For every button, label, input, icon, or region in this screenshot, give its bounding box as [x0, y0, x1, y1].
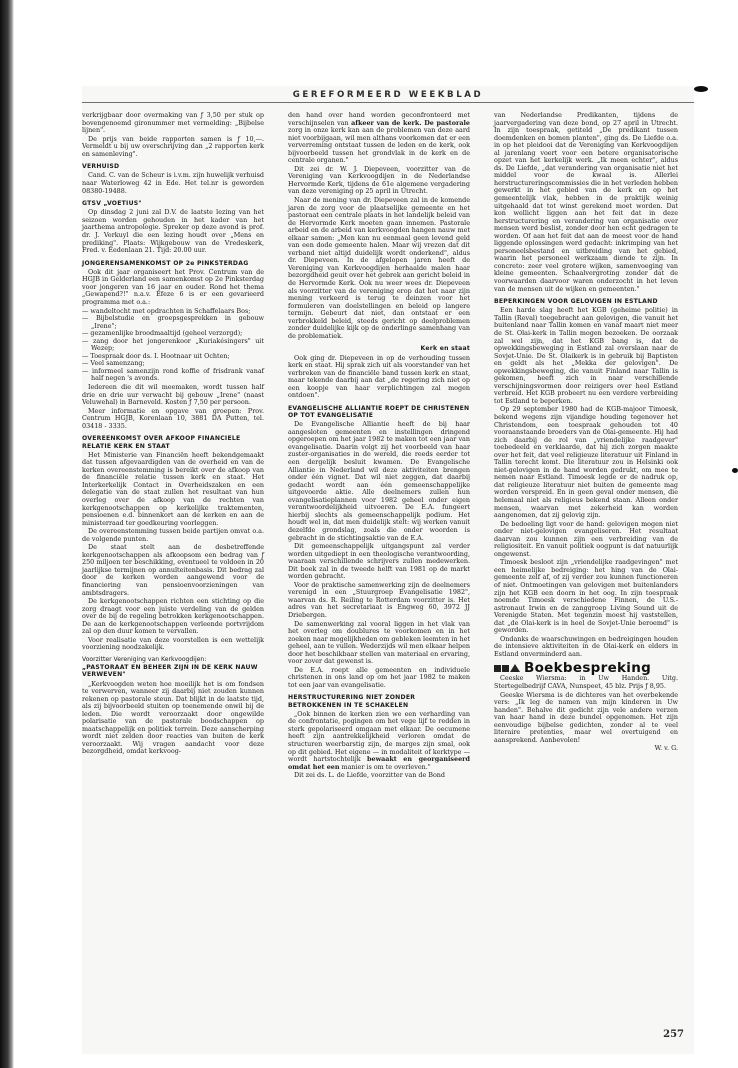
- paragraph: Timoesk besloot zijn „vriendelijke raadgevingen" met een heimelijke bedreiging: het hing van de Olai-gemeente zelf af, of zij verder zou kunnen functioneren of niet. Ontmoetingen van gelovigen met buitenlanders zijn het KGB een doorn in het oog. In zijn toespraak noemde Timoesk verschiedene Finnen, de U.S.-astronaut Irwin en de zanggroep Living Sound uit de Verenigde Staten. Met tegenzin moest hij vaststellen, dat „de Olai-kerk is in heel de Sovjet-Unie beroemd" is geworden.: [494, 558, 678, 635]
- section-subheading: Kerk en staat: [420, 345, 470, 353]
- paragraph: Voor de praktische samenwerking zijn de deelnemers verenigd in een „Stuurgroep Evangelisatie 1982", waarvan ds. R. Reiling te Rotterdam voorzitter is. Het adres van het secretariaat is Engweg 60, 3972 JJ Driebergen.: [288, 580, 470, 619]
- paragraph: „Kerkvoogden weten hoe moeilijk het is om fondsen te verwerven, wanneer zij daarbij niet zouden kunnen rekenen op pastorale steun. Dat blijkt in de laatste tijd, als zij bijvoorbeeld stuiten op toenemende onwil bij de leden. Die wordt veroorzaakt door ongewilde polarisatie van de pastorale boodschappen op maatschappelijk en politiek terrein. Deze aanscherping wordt niet zelden door reacties van buiten de kerk veroorzaakt. Wij vragen aandacht voor deze bezorgdheid, omdat kerkvoog-: [82, 679, 264, 756]
- column-3: [494, 112, 678, 753]
- paragraph: Dit zei ds. L. de Liefde, voorzitter van de Bond: [294, 771, 446, 780]
- paragraph: [288, 112, 470, 165]
- text-run: zorg in onze kerk kan aan de problemen van deze aard niet voorbijgaan, wil men althans voorkomen dat er een ververreming ontstaat tussen de leden en de kerk, ook bijvoorbeeld tussen het grondvlak in de kerk en de centrale organen.": [288, 126, 470, 165]
- paragraph: De overeenstemming tussen beide partijen omvat o.a. de volgende punten.: [82, 527, 264, 543]
- paragraph: Voor realisatie van deze voorstellen is een wettelijk voorziening noodzakelijk.: [82, 635, 264, 652]
- section-heading: „PASTORAAT EN BEHEER ZIJN IN DE KERK NAUW VERWEVEN": [82, 664, 258, 679]
- paragraph: Iedereen die dit wil meemaken, wordt tussen half drie en drie uur verwacht bij gebouw „Irene" (naast Veluwehal) in Barneveld. Kosten ƒ 7,50 per persoon.: [82, 383, 264, 407]
- section-kicker: Voorzitter Vereniging van Kerkvoogdijen:: [82, 655, 207, 663]
- section-heading: EVANGELISCHE ALLIANTIE ROEPT DE CHRISTENEN OP TOT EVANGELISATIE: [288, 404, 470, 420]
- paragraph: De kerkgenootschappen richten een stichting op die zorg draagt voor een juiste verdeling van de gelden over de bij de regeling betrokken kerkgenootschappen. De aan de kerkgenootschappen verleende portvrijdom zal op den duur komen te vervallen.: [82, 597, 264, 636]
- paragraph: Meer informatie en opgave van groepen: Prov. Centrum HGJB, Korenlaan 10, 3881 DA Putten, tel. 03418 - 3335.: [82, 406, 264, 430]
- column-1: [82, 112, 264, 757]
- paragraph: De samenwerking zal vooral liggen in het vlak van het overleg om doublures te voorkomen en in het zoeken naar mogelijkheden om gebleken leemten in het geheel, aan te vullen. Wederzijds wil men elkaar helpen door het beschikbaar stellen van materiaal en ervaring, voor zover dat gewenst is.: [288, 619, 470, 666]
- paragraph: Naar de mening van dr. Diepeveen zal in de komende jaren de zorg voor de plaatselijke gemeente en het pastoraat een centrale plaats in het landelijk beleid van de Hervormde Kerk moeten gaan innemen. Pastorale arbeid en de arbeid van kerkvoogden hangen nauw met elkaar samen: „Men kan nu eenmaal geen levend geld van een dode gemeente halen. Maar wij vrezen dat dit verband niet altijd duidelijk wordt onderkend", aldus dr. Diepeveen. In de afgelopen jaren heeft de Vereniging van Kerkvoogdijen herhaalde malen haar bezorgdheid geuit over het gebrek aan gericht beleid in de Hervormde Kerk. Ook nu weer wees dr. Diepeveen als voorzitter van de vereniging erop dat het naar zijn mening verkeerd is terug te deinzen voor het formuleren van doelstellingen en beleid op langere termijn. Gebeurt dat niet, dan ontstaat er een verbrokkeld beleid, steeds gericht op deelproblemen zonder duidelijke kijk op de onderlinge samenhang van de problematiek.: [288, 196, 470, 340]
- magazine-page: [82, 86, 694, 1054]
- page-number: 257: [663, 1029, 684, 1040]
- list-item: — informeel samenzijn rond koffie of frisdrank vanaf half negen 's avonds.: [82, 366, 264, 383]
- scan-binding-edge: [0, 0, 14, 1068]
- list-item: — Toespraak door ds. I. Hootnaar uit Ochten;: [82, 351, 230, 360]
- list-item: — zang door het jongerenkoor „Kuriakésingers" uit Wezep;: [82, 336, 264, 353]
- paragraph: Ondanks de waarschuwingen en bedreigingen houden de intensieve aktiviteiten in de Olai-kerk en elders in Estland onverminderd aan.: [494, 634, 678, 658]
- paragraph: Een harde slag heeft het KGB (geheime politie) in Tallin (Reval) toegebracht aan gelovigen, die vanuit het buitenland naar Tallin komen en vanaf maart niet meer de St. Olai-kerk in Tallin mogen bezoeken. De oorzaak zal wel zijn, dat het KGB bang is, dat de opwekkingsbeweging in Estland zal overslaan naar de Sovjet-Unie. De St. Olaikerk is in gebruik bij Baptisten en geldt als het „Mekka der gelovigen". De opwekkingsbeweging, die vanuit Finland naar Tallin is gekomen, heeft zich in naar verschillende verschijningsvormen door reizigers over heel Estland verbreid. Het KGB probeert nu een verdere verbreiding tot Estland te beperken.: [494, 306, 678, 405]
- paragraph: De prijs van beide rapporten samen is ƒ 10,—. Vermeldt u bij uw overschrijving dan „2 rapporten kerk en samenleving".: [82, 134, 264, 158]
- paragraph: Op dinsdag 2 juni zal D.V. de laatste lezing van het seizoen worden gehouden in het kader van het jaarthema antropologie. Spreker op deze avond is prof. dr. J. Verkuyl die een lezing houdt over „Mens en prediking". Plaats: Wijkgebouw van de Vredeskerk, Fred. v. Eedenlaan 21. Tijd: 20.00 uur.: [82, 208, 264, 255]
- paragraph: De Evangelische Alliantie heeft de bij haar aangesloten gemeenten en instellingen dringend opgeroepen om het jaar 1982 te maken tot een jaar van evangelisatie. Daarin volgt zij het voorbeeld van haar zuster-organisaties in de wereld, die reeds eerder tot een dergelijk besluit kwamen. De Evangelische Alliantie in Nederland wil deze aktiviteiten brengen onder één vignet. Dat wil niet zeggen, dat daarbij gedacht wordt aan één gemeenschappelijke uitgevoerde aktie. Alle deelnemers zullen hun evangelisatieplannen voor 1982 geheel onder eigen verantwoordelijkheid uitvoeren. De E.A. fungeert hierbij slechts als gemeenschappelijk podium. Het houdt wel in, dat men duidelijk stelt: wij werken vanuit dezelfde grondslag, zoals die onder woorden is gebracht in de stichtingsaktie van de E.A.: [288, 420, 470, 542]
- list-item: — Bijbelstudie en groepsgesprekken in gebouw „Irene";: [82, 314, 264, 330]
- text-run: „Ook binnen de kerken zien we een verharding van de confrontatie, pogingen om het vege lijf te redden in sterk gepolariseerd omgaan met elkaar. De oecumene heeft zijn aantrekkelijkheid verloren omdat de structuren weerbarstig zijn, de marges zijn smal, ook op dit gebied. Het eigene — in modaliteit of kerktype — wordt hartstochtelijk: [288, 709, 470, 764]
- scan-blot: [694, 86, 708, 92]
- section-heading: OVEREENKOMST OVER AFKOOP FINANCIELE RELATIE KERK EN STAAT: [82, 435, 241, 450]
- section-heading: HERSTRUCTURERING NIET ZONDER BETROKKENEN IN TE SCHAKELEN: [288, 694, 416, 709]
- paragraph: verkrijgbaar door overmaking van ƒ 3,50 per stuk op bovengenoemd gironummer met vermelding: „Bijbelse lijnen".: [82, 111, 264, 135]
- paragraph: Ook dit jaar organiseert het Prov. Centrum van de HGJB in Gelderland een samenkomst op 2e Pinksterdag voor jongeren van 16 jaar en ouder. Rond het thema „Gewapend?!" n.a.v. Efeze 6 is er een gevarieerd programma met o.a.:: [82, 267, 264, 306]
- section-heading: BEPERKINGEN VOOR GELOVIGEN IN ESTLAND: [494, 298, 658, 306]
- paragraph: Cand. C. van de Scheur is i.v.m. zijn huwelijk verhuisd naar Waterloweg 42 in Ede. Het tel.nr is geworden 08380-19488.: [82, 171, 264, 195]
- list-item: — Veel samenzang;: [82, 359, 145, 368]
- paragraph: Op 29 september 1980 had de KGB-majoor Timoesk, bekend wegens zijn vijandige houding tegenover het Christendom, een toespraak gehouden tot 40 vooraanstaande broeders van de Olai-gemeente. Hij had zich daarbij de rol van „vriendelijke raadgever" toebedeeld en verklaarde, dat hij zich zorgen maakte over het feit, dat veel religieuze literatuur uit Finland in Tallin terecht komt. Die literatuur zou in Helsinki ook niet-gelovigen in de hand worden gedrukt, om mee te nemen naar Estland. Timoesk legde er de nadruk op, dat religieuze literatuur niet buiten de gemeente mag worden verspreid. En in geen geval onder mensen, die helemaal niet als religieus bekend staan. Alleen onder mensen, waarvan met zekerheid kan worden aangenomen, dat zij gelovig zijn.: [494, 405, 678, 520]
- paragraph: van Nederlandse Predikanten, tijdens de jaarvergadering van deze bond, op 27 april in Utrecht. In zijn toespraak, getiteld „De predikant tussen doemdenken en bomen planten", ging ds. De Liefde o.a. in op het pleidooi dat de Vereniging van Kerkvoogdijen al jarenlang voert voor een betere organisatorische opzet van het kerkelijk werk. „Ik meen echter", aldus ds. De Liefde, „dat verandering van organisatie niet het middel voor de kwaal is. Allerlei herstructureringscommissies die in het verleden hebben gewerkt in het gebied van de kerk en op het gemeentelijk vlak, hebben in de praktijk weinig uitgehaald dat tot winst gerekend moet worden. Dat kon wellicht liggen aan het feit dat in deze herstructurering en verandering van organisatie over mensen werd beslist, zonder door hen echt gedragen te worden. Of aan het feit dat aan de meest voor de hand liggende oplossingen werd gedacht: inkrimping van het personeelsbestand en uitbreiding van het gebied, waarin het personeel werkzaam diende te zijn. In concreto: zeer veel grotere wijken, samenvoeging van kleine gemeenten. Schaalvergroting zonder dat de voorwaarden daarvoor waren onderzocht in het leven van de mensen uit de wijken en gemeenten.": [494, 111, 678, 293]
- paragraph: Ook ging dr. Diepeveen in op de verhouding tussen kerk en staat. Hij sprak zich uit als voorstander van het verbreken van de financiële band tussen kerk en staat, maar tekende daarbij aan dat „de regering zich niet op een koopje van haar verplichtingen zal mogen ontdoen".: [288, 353, 470, 400]
- paragraph: Dit gemeenschappelijk uitgangspunt zal verder worden uitgediept in een theologische verantwoording, waaraan verschillende schrijvers zullen medewerken. Dit boek zal in de tweede helft van 1981 op de markt worden gebracht.: [288, 542, 470, 581]
- book-review-heading: Boekbespreking: [524, 659, 652, 676]
- paragraph: Het Ministerie van Financiën heeft bekendgemaakt dat tussen afgevaardigden van de overheid en van de kerken overeenstemming is bereikt over de afkoop van de financiële relatie tussen kerk en staat. Het Interkerkelijk Contact in Overheidszaken en een delegatie van de staat zullen het resultaat van hun overleg over de afkoop van de rechten van kerkgenootschappen op kerkelijke traktementen, pensioenen e.d. binnenkort aan de kerken en aan de ministerraad ter goedkeuring voorleggen.: [82, 450, 264, 527]
- header-rule: [82, 102, 694, 103]
- list-item: — gezamenlijke broodmaaltijd (geheel verzorgd);: [82, 329, 243, 338]
- page-header: GEREFORMEERD WEEKBLAD: [292, 90, 484, 100]
- paragraph: [288, 711, 470, 771]
- bold-phrase: afkeer van de kerk. De pastorale: [351, 118, 470, 127]
- section-heading: JONGERENSAMENKOMST OP 2e PINKSTERDAG: [82, 259, 249, 267]
- paragraph: Ceeske Wiersma: in Uw Handen. Uitg. Stertegelbedrijf CAVA, Nunspeet, 45 blz. Prijs ƒ 8,95.: [494, 674, 678, 691]
- text-run: manier is om te overleven.": [339, 762, 431, 771]
- paragraph: De staat stelt aan de desbetreffende kerkgenootschappen als afkoopsom een bedrag van ƒ 250 miljoen ter beschikking, eventueel te voldoen in 20 jaarlijkse termijnen op annuïteitenbasis. Dit bedrag zal door de kerken worden aangewend voor de financiering van pensioenvoorzieningen van ambtsdragers.: [82, 543, 264, 597]
- program-list: [82, 308, 264, 383]
- text-run: den hand over hand worden geconfronteerd met verschijnselen van: [288, 111, 470, 127]
- scan-blot: [732, 468, 738, 473]
- paragraph: De E.A. roept alle gemeenten en individuele christenen in ons land op om het jaar 1982 te maken tot een jaar van evangelisatie.: [288, 665, 470, 689]
- book-review-banner: [494, 659, 678, 676]
- section-heading: GTSV „VOETIUS": [82, 200, 142, 208]
- paragraph: Geeske Wiersma is de dichteres van het overbekende vers: „Ik leg de namen van mijn kinderen in Uw handen". Behalve dit gedicht zijn vele andere verzen van haar hand in deze bundel opgenomen. Het zijn eenvoudige bijbelse gedichten, zonder al te veel literaire pretenties, maar wel overtuigend en aansprekend. Aanbevolen!: [494, 690, 678, 744]
- list-item: — wandeltocht met opdrachten in Schaffelaars Bos;: [82, 306, 251, 315]
- book-review-ornament-icon: [494, 664, 521, 672]
- paragraph: De bedoeling ligt voor de hand: gelovigen mogen niet onder niet-gelovigen evangeliseren. Het resultaat daarvan zou kunnen zijn een verbreiding van de religiositeit. En vanuit politiek oogpunt is dat natuurlijk ongewenst.: [494, 519, 678, 558]
- review-signature: W. v. G.: [654, 744, 678, 753]
- bold-phrase: bewaakt en georganiseerd omdat het een: [288, 755, 470, 771]
- paragraph: Dit zei dr. W. J. Diepeveen, voorzitter van de Vereniging van Kerkvoogdijen in de Nederlandse Hervormde Kerk, tijdens de 61e algemene vergadering van deze vereniging op 25 april in Utrecht.: [288, 164, 470, 196]
- column-2: [288, 112, 470, 781]
- section-heading: VERHUISD: [82, 163, 120, 171]
